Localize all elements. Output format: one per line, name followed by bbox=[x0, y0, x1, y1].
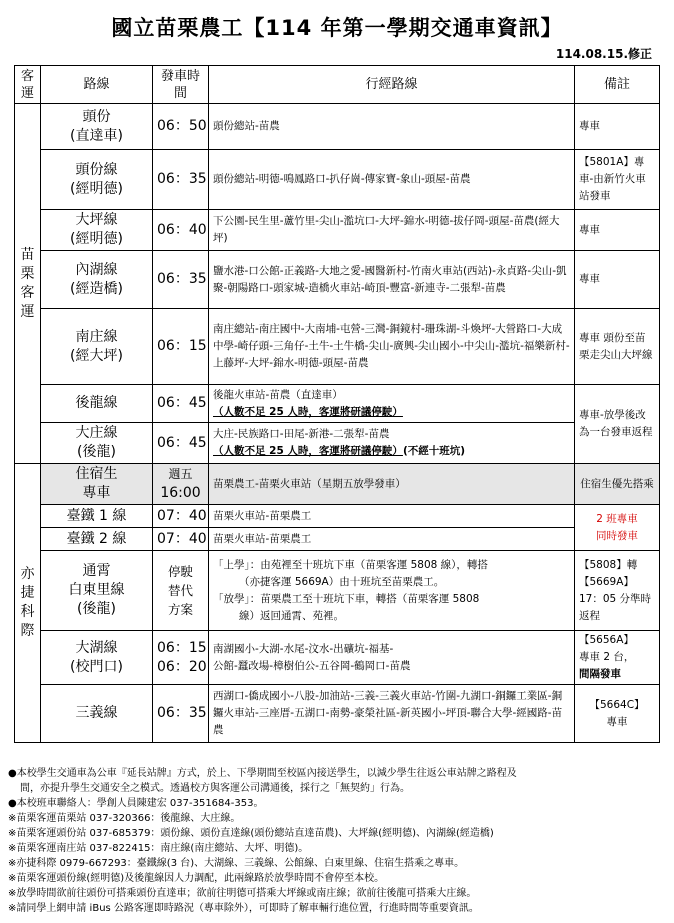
route-path-line3: 「放學」：苗栗農工至十班坑下車，轉搭（苗栗客運 5808 bbox=[213, 592, 480, 605]
route-path: 苗栗農工-苗栗火車站（星期五放學發車） bbox=[209, 464, 575, 505]
header-path: 行經路線 bbox=[209, 66, 575, 104]
route-sub: (直達車) bbox=[70, 127, 123, 144]
footer-line: ※苗栗客運南庄站 037-822415：南庄線(南庄總站、大坪、明德)。 bbox=[8, 843, 309, 854]
route-note: 【5801A】專車-由新竹火車站發車 bbox=[575, 150, 660, 210]
revision-date: 114.08.15.修正 bbox=[555, 47, 652, 61]
route-note-line2: 專車 2 台， bbox=[579, 651, 635, 663]
route-path-line1: 「上學」：由苑裡至十班坑下車（苗栗客運 5808 線），轉搭 bbox=[213, 558, 488, 571]
route-path: 南庄總站-南庄國中-大南埔-屯營-三灣-銅鏡村-珊珠湖-斗煥坪-大營路口-大成中學-崎仔頭-三角仔-土牛-土牛橋-尖山-廣興-尖山國小-中尖山-濫坑-福樂新村-上藤坪-大坪-錦水-明德-頭屋-苗農 bbox=[209, 309, 575, 385]
route-name: 頭份線 bbox=[75, 161, 118, 178]
route-path: 大庄-民族路口-田尾-新港-二張犁-苗農 bbox=[213, 428, 390, 440]
route-name: 臺鐵 2 線 bbox=[41, 528, 153, 551]
route-path: 頭份總站-苗農 bbox=[209, 104, 575, 150]
route-path: 西湖口-僑成國小-八股-加油站-三義-三義火車站-竹圍-九湖口-銅鑼工業區-銅鑼火車站-三座厝-五湖口-南勢-豪榮社區-新英國小-坪頂-聯合大學-經國路-苗農 bbox=[209, 685, 575, 743]
group-miaoli: 苗栗客運 bbox=[15, 104, 41, 464]
route-path: 苗栗火車站-苗栗農工 bbox=[209, 505, 575, 528]
route-path-line2: （亦捷客運 5669A）由十班坑至苗栗農工。 bbox=[239, 575, 445, 588]
footer-notes bbox=[8, 766, 668, 916]
table-row bbox=[15, 685, 660, 743]
route-path: 鹽水港-口公館-正義路-大地之愛-國醫新村-竹南火車站(西站)-永貞路-尖山-凱聚-朝陽路口-頭家城-造橋火車站-崎頂-豐富-新連寺-二張犁-苗農 bbox=[209, 251, 575, 309]
table-row bbox=[15, 631, 660, 685]
header-route: 路線 bbox=[41, 66, 153, 104]
depart-time: 06：45 bbox=[153, 385, 209, 423]
route-note-line1: 【5656A】 bbox=[579, 634, 634, 646]
depart-time: 07：40 bbox=[153, 528, 209, 551]
route-note: 專車 bbox=[575, 210, 660, 251]
group-yijie: 亦捷科際 bbox=[15, 464, 41, 743]
depart-time: 06：15 bbox=[153, 309, 209, 385]
header-group: 客運 bbox=[15, 66, 41, 104]
table-row bbox=[15, 528, 660, 551]
footer-line: ※放學時間欲前往頭份可搭乘頭份直達車；欲前往明德可搭乘大坪線或南庄線；欲前往後龍可搭乘大庄線。 bbox=[8, 888, 477, 899]
route-path: 頭份總站-明德-鳴鳳路口-扒仔崗-傳家寶-象山-頭屋-苗農 bbox=[209, 150, 575, 210]
route-path-line2: 公館-蠶改場-樟樹伯公-五谷岡-鶴岡口-苗農 bbox=[213, 659, 411, 672]
footer-line: ※請同學上網申請 iBus 公路客運即時路況（專車除外），可即時了解車輛行進位置，行進時間等重要資訊。 bbox=[8, 903, 479, 914]
header-row bbox=[15, 66, 660, 104]
depart-time: 16:00 bbox=[160, 485, 201, 501]
footer-line: ※亦捷科際 0979-667293：臺鐵線(3 台)、大湖線、三義線、公館線、白東里線、住宿生搭乘之專車。 bbox=[8, 858, 465, 869]
route-warning: （人數不足 25 人時，客運將研議停駛） bbox=[213, 405, 403, 418]
route-sub2: (後龍) bbox=[77, 601, 116, 617]
route-name: 三義線 bbox=[41, 685, 153, 743]
table-row bbox=[15, 150, 660, 210]
route-note-line3: 間隔發車 bbox=[579, 668, 621, 680]
route-sub: (經明德) bbox=[70, 231, 123, 247]
footer-line: ●本校學生交通車為公車『延長站牌』方式，於上、下學期間至校區內接送學生，以減少學生往返公車站牌之路程及 bbox=[8, 768, 517, 779]
footer-line: ※苗栗客運頭份站 037-685379：頭份線、頭份直達線(頭份總站直達苗農)、大坪線(經明德)、內湖線(經造橋) bbox=[8, 828, 494, 839]
route-sub: (經明德) bbox=[70, 180, 123, 197]
depart-time: 06：50 bbox=[153, 104, 209, 150]
rail-note-line1: 2 班專車 bbox=[596, 512, 638, 525]
route-sub: (經大坪) bbox=[70, 347, 123, 364]
table-row bbox=[15, 210, 660, 251]
depart-day: 週五 bbox=[168, 467, 193, 481]
route-note: 【5808】轉【5669A】17：05 分準時返程 bbox=[575, 551, 660, 631]
route-note: 專車-放學後改為一台發車返程 bbox=[575, 385, 660, 464]
route-sub: 白東里線 bbox=[68, 582, 125, 598]
footer-line: 間，亦提升學生交通安全之模式。透過校方與客運公司溝通後，採行之「無契約」行為。 bbox=[20, 783, 410, 794]
route-name: 內湖線 bbox=[75, 261, 118, 278]
depart-time: 06：40 bbox=[153, 210, 209, 251]
route-name: 後龍線 bbox=[75, 395, 118, 411]
page-title: 國立苗栗農工【114 年第一學期交通車資訊】 bbox=[111, 16, 563, 40]
depart-time: 06：45 bbox=[153, 423, 209, 464]
route-path: 苗栗火車站-苗栗農工 bbox=[209, 528, 575, 551]
route-sub: (校門口) bbox=[70, 658, 123, 675]
header-time: 發車時間 bbox=[153, 66, 209, 104]
depart-time: 06：35 bbox=[153, 150, 209, 210]
depart-time: 停駛替代方案 bbox=[153, 551, 209, 631]
table-row bbox=[15, 423, 660, 464]
table-row bbox=[15, 551, 660, 631]
route-note: 專車 bbox=[575, 104, 660, 150]
route-name: 頭份 bbox=[82, 108, 111, 125]
depart-time: 06：35 bbox=[153, 685, 209, 743]
route-note-line1: 【5664C】 bbox=[589, 698, 645, 711]
route-name: 臺鐵 1 線 bbox=[41, 505, 153, 528]
route-path-line4: 線）返回通霄、苑裡。 bbox=[239, 609, 344, 622]
schedule-table bbox=[14, 65, 660, 743]
table-row bbox=[15, 464, 660, 505]
rail-note-line2: 同時發車 bbox=[596, 529, 638, 542]
route-path-line1: 南湖國小-大湖-水尾-汶水-出礦坑-福基- bbox=[213, 642, 394, 655]
route-note: 專車 bbox=[575, 251, 660, 309]
depart-time: 07：40 bbox=[153, 505, 209, 528]
footer-line: ※苗栗客運苗栗站 037-320366：後龍線、大庄線。 bbox=[8, 813, 241, 824]
route-note: 專車 頭份至苗栗走尖山大坪線 bbox=[575, 309, 660, 385]
table-row bbox=[15, 309, 660, 385]
route-sub: (經造橋) bbox=[70, 280, 123, 297]
footer-line: ※苗栗客運頭份線(經明德)及後龍線因人力調配，此兩線路於放學時間不會停至本校。 bbox=[8, 873, 385, 884]
route-name: 南庄線 bbox=[75, 328, 118, 345]
depart-time: 06：35 bbox=[153, 251, 209, 309]
route-warning: （人數不足 25 人時，客運將研議停駛） bbox=[213, 445, 403, 457]
route-sub: (後龍) bbox=[77, 444, 116, 460]
depart-time: 06：15 bbox=[157, 639, 207, 656]
depart-time: 06：20 bbox=[157, 658, 207, 675]
table-row bbox=[15, 505, 660, 528]
table-row bbox=[15, 104, 660, 150]
route-note-line2: 專車 bbox=[606, 715, 628, 728]
route-name: 大坪線 bbox=[75, 212, 118, 228]
table-row bbox=[15, 385, 660, 423]
route-name: 大湖線 bbox=[75, 639, 118, 656]
route-extra: (不經十班坑) bbox=[402, 445, 466, 457]
table-row bbox=[15, 251, 660, 309]
route-name: 住宿生 bbox=[75, 466, 118, 482]
header-note: 備註 bbox=[575, 66, 660, 104]
footer-line: ●本校班車聯絡人：學創人員陳建宏 037-351684-353。 bbox=[8, 798, 264, 809]
route-path: 後龍火車站-苗農（直達車） bbox=[213, 388, 343, 401]
route-sub: 專車 bbox=[82, 485, 111, 501]
route-note: 住宿生優先搭乘 bbox=[575, 464, 660, 505]
route-path: 下公園-民生里-蘆竹里-尖山-濫坑口-大坪-錦水-明德-拔仔岡-頭屋-苗農(經大坪) bbox=[209, 210, 575, 251]
route-name: 大庄線 bbox=[75, 425, 118, 441]
route-name: 通霄 bbox=[82, 563, 111, 579]
